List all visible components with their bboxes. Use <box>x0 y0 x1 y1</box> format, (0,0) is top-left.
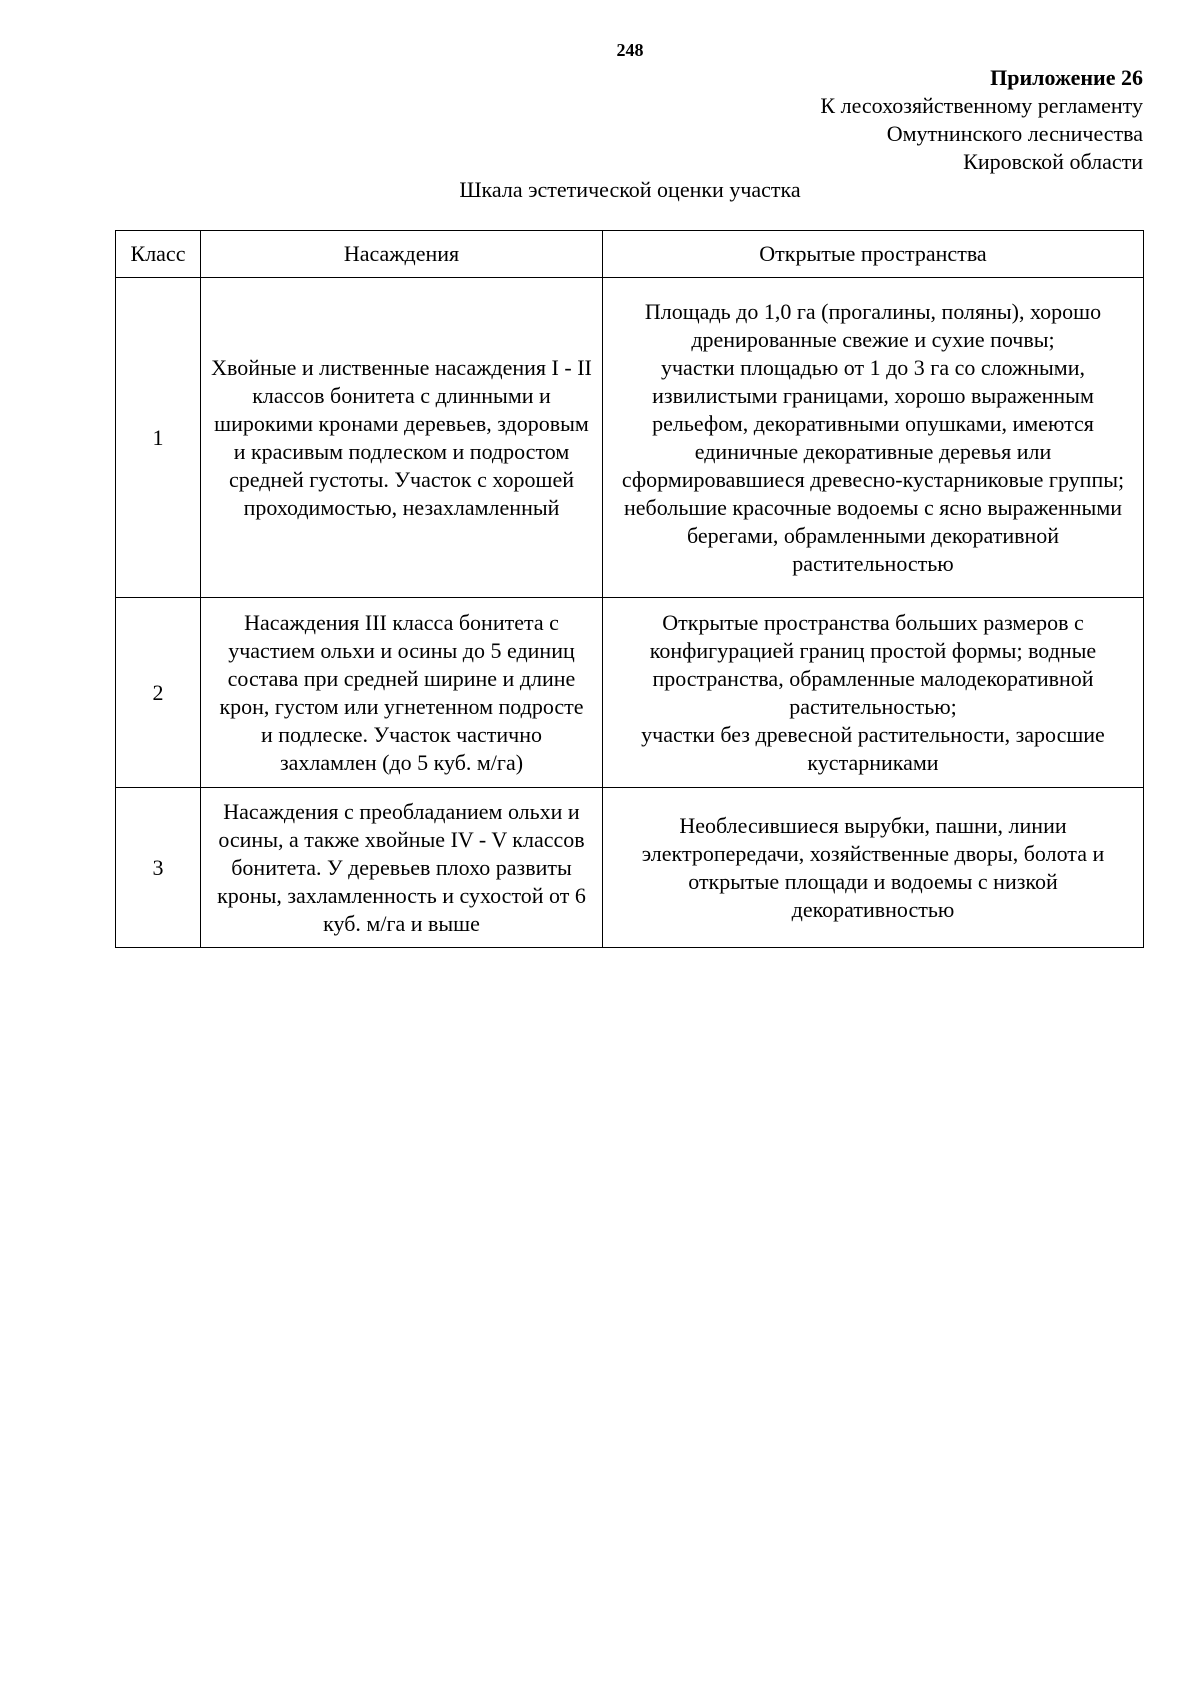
open-spaces-cell <box>603 278 1144 598</box>
document-title: Шкала эстетической оценки участка <box>459 177 801 202</box>
open-spaces-text: Площадь до 1,0 га (прогалины, поляны), хорошо дренированные свежие и сухие почвы; <box>644 298 1102 352</box>
open-spaces-text: участки площадью от 1 до 3 га со сложными, извилистыми границами, хорошо выраженным рельефом, декоративными опушками, имеются единичные декоративные деревья или сформировавшиеся древесно-кустарниковые группы; <box>621 354 1125 492</box>
class-cell: 2 <box>116 598 201 788</box>
appendix-line: Кировской области <box>963 149 1143 174</box>
header-stands: Насаждения <box>201 231 603 278</box>
class-cell: 1 <box>116 278 201 598</box>
aesthetic-scale-table <box>115 230 1144 948</box>
stands-cell: Хвойные и лиственные насаждения I - II классов бонитета с длинными и широкими кронами деревьев, здоровым и красивым подлеском и подростом средней густоты. Участок с хорошей проходимостью, незахламленный <box>201 278 603 598</box>
stands-cell: Насаждения с преобладанием ольхи и осины, а также хвойные IV - V классов бонитета. У деревьев плохо развиты кроны, захламленность и сухостой от 6 куб. м/га и выше <box>201 788 603 948</box>
open-spaces-cell <box>603 788 1144 948</box>
appendix-line: Омутнинского лесничества <box>886 121 1143 146</box>
stands-cell: Насаждения III класса бонитета с участием ольхи и осины до 5 единиц состава при средней ширине и длине крон, густом или угнетенном подросте и подлеске. Участок частично захламлен (до 5 куб. м/га) <box>201 598 603 788</box>
header-open-spaces: Открытые пространства <box>603 231 1144 278</box>
appendix-line: К лесохозяйственному регламенту <box>820 93 1143 118</box>
header-class: Класс <box>116 231 201 278</box>
open-spaces-text: участки без древесной растительности, заросшие кустарниками <box>641 721 1105 775</box>
table-header-row <box>116 231 1144 278</box>
class-cell: 3 <box>116 788 201 948</box>
open-spaces-text: небольшие красочные водоемы с ясно выраженными берегами, обрамленными декоративной растительностью <box>623 494 1123 576</box>
appendix-title: Приложение 26 <box>990 65 1143 90</box>
open-spaces-cell <box>603 598 1144 788</box>
page-number: 248 <box>616 40 644 60</box>
table-row <box>116 788 1144 948</box>
open-spaces-text: Открытые пространства больших размеров с конфигурацией границ простой формы; водные пространства, обрамленные малодекоративной растительностью; <box>649 609 1097 719</box>
table-row <box>116 598 1144 788</box>
table-row <box>116 278 1144 598</box>
open-spaces-text: Необлесившиеся вырубки, пашни, линии электропередачи, хозяйственные дворы, болота и открытые площади и водоемы с низкой декоративностью <box>641 812 1105 922</box>
appendix-header <box>820 64 1143 176</box>
